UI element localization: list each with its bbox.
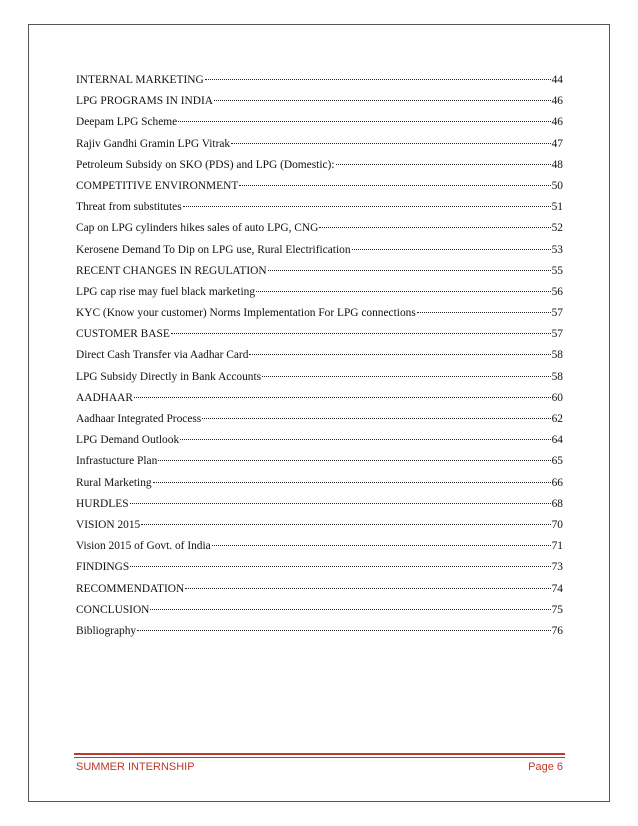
toc-entry[interactable]: [76, 261, 563, 282]
toc-entry[interactable]: [76, 515, 563, 536]
toc-dot-leader: [185, 588, 550, 589]
toc-entry[interactable]: [76, 473, 563, 494]
toc-entry-page: 60: [551, 391, 563, 404]
toc-dot-leader: [239, 185, 550, 186]
toc-entry-page: 46: [551, 95, 563, 108]
toc-entry-title: Cap on LPG cylinders hikes sales of auto LPG, CNG: [76, 222, 319, 235]
toc-entry-title: INTERNAL MARKETING: [76, 74, 204, 86]
toc-entry-page: 65: [551, 455, 563, 468]
toc-entry-title: Petroleum Subsidy on SKO (PDS) and LPG (Domestic):: [76, 158, 335, 171]
toc-entry[interactable]: [76, 70, 563, 91]
toc-entry-page: 75: [551, 603, 563, 616]
toc-dot-leader: [158, 460, 550, 461]
toc-entry[interactable]: [76, 282, 563, 303]
toc-entry-page: 56: [551, 285, 563, 298]
toc-entry[interactable]: [76, 621, 563, 642]
toc-dot-leader: [183, 206, 551, 207]
toc-entry-title: Rural Marketing: [76, 476, 152, 489]
toc-entry-title: Bibliography: [76, 624, 137, 637]
toc-dot-leader: [249, 354, 550, 355]
toc-entry-page: 76: [551, 624, 563, 637]
toc-entry-title: RECOMMENDATION: [76, 582, 185, 595]
toc-entry-title: Kerosene Demand To Dip on LPG use, Rural Electrification: [76, 243, 351, 256]
toc-entry-title: Vision 2015 of Govt. of India: [76, 540, 211, 553]
toc-entry-title: CONCLUSION: [76, 603, 150, 616]
footer-rule-thin: [74, 757, 565, 758]
toc-entry-title: Direct Cash Transfer via Aadhar Card: [76, 349, 249, 362]
toc-dot-leader: [180, 439, 550, 440]
toc-dot-leader: [130, 566, 550, 567]
toc-entry-title: LPG Subsidy Directly in Bank Accounts: [76, 370, 262, 383]
toc-entry-title: Infrastucture Plan: [76, 455, 158, 468]
toc-entry-title: Threat from substitutes: [76, 201, 182, 214]
toc-dot-leader: [268, 270, 551, 271]
toc-entry[interactable]: [76, 218, 563, 239]
toc-entry-title: AADHAAR: [76, 391, 133, 404]
toc-entry[interactable]: [76, 367, 563, 388]
toc-entry-title: VISION 2015: [76, 518, 141, 531]
toc-entry[interactable]: [76, 112, 563, 133]
toc-entry-page: 74: [551, 582, 563, 595]
toc-entry[interactable]: [76, 240, 563, 261]
toc-dot-leader: [202, 418, 550, 419]
toc-entry[interactable]: [76, 176, 563, 197]
toc-dot-leader: [178, 121, 550, 122]
toc-dot-leader: [319, 227, 550, 228]
toc-entry-page: 70: [551, 518, 563, 531]
toc-entry-page: 46: [551, 116, 563, 129]
toc-dot-leader: [231, 143, 550, 144]
toc-entry[interactable]: [76, 494, 563, 515]
toc-entry[interactable]: [76, 430, 563, 451]
toc-entry-title: RECENT CHANGES IN REGULATION: [76, 264, 267, 277]
toc-entry-page: 58: [551, 370, 563, 383]
toc-entry[interactable]: [76, 91, 563, 112]
toc-entry[interactable]: [76, 134, 563, 155]
toc-entry-title: HURDLES: [76, 497, 129, 510]
toc-entry-title: LPG PROGRAMS IN INDIA: [76, 95, 214, 108]
toc-entry[interactable]: [76, 345, 563, 366]
toc-dot-leader: [134, 397, 551, 398]
toc-entry-page: 51: [551, 201, 563, 214]
toc-entry-page: 48: [551, 158, 563, 171]
toc-entry-title: KYC (Know your customer) Norms Implementation For LPG connections: [76, 307, 416, 320]
toc-dot-leader: [150, 609, 550, 610]
toc-entry-title: Deepam LPG Scheme: [76, 116, 178, 129]
toc-entry-page: 47: [551, 137, 563, 150]
toc-dot-leader: [153, 482, 551, 483]
toc-entry-page: 64: [551, 434, 563, 447]
toc-dot-leader: [214, 100, 551, 101]
toc-entry-page: 66: [551, 476, 563, 489]
toc-entry[interactable]: [76, 324, 563, 345]
toc-entry[interactable]: [76, 155, 563, 176]
toc-dot-leader: [256, 291, 551, 292]
footer-page-number: Page 6: [528, 761, 563, 773]
toc-dot-leader: [212, 545, 551, 546]
toc-entry-page: 62: [551, 413, 563, 425]
toc-entry-page: 58: [551, 349, 563, 362]
toc-entry[interactable]: [76, 409, 563, 430]
toc-entry-page: 57: [551, 307, 563, 320]
toc-dot-leader: [352, 249, 551, 250]
toc-entry-page: 71: [551, 540, 563, 553]
toc-dot-leader: [336, 164, 551, 165]
toc-entry-page: 52: [551, 222, 563, 235]
toc-entry-title: LPG cap rise may fuel black marketing: [76, 285, 256, 298]
toc-dot-leader: [141, 524, 550, 525]
toc-dot-leader: [417, 312, 551, 313]
toc-entry[interactable]: [76, 388, 563, 409]
toc-dot-leader: [171, 333, 551, 334]
footer-title: SUMMER INTERNSHIP: [76, 761, 195, 773]
toc-entry[interactable]: [76, 303, 563, 324]
toc-entry-title: Aadhaar Integrated Process: [76, 413, 202, 425]
toc-entry[interactable]: [76, 579, 563, 600]
toc-entry-page: 73: [551, 561, 563, 574]
toc-entry[interactable]: [76, 197, 563, 218]
toc-entry-title: COMPETITIVE ENVIRONMENT: [76, 179, 239, 192]
toc-entry-title: LPG Demand Outlook: [76, 434, 180, 447]
toc-entry[interactable]: [76, 557, 563, 578]
toc-entry-title: FINDINGS: [76, 561, 130, 574]
toc-entry-page: 44: [551, 74, 563, 86]
table-of-contents: [76, 70, 563, 642]
toc-entry[interactable]: [76, 536, 563, 557]
toc-entry-title: Rajiv Gandhi Gramin LPG Vitrak: [76, 137, 231, 150]
footer-rule: [74, 753, 565, 755]
toc-entry[interactable]: [76, 600, 563, 621]
toc-entry-page: 68: [551, 497, 563, 510]
toc-entry-page: 57: [551, 328, 563, 341]
toc-entry[interactable]: [76, 451, 563, 472]
toc-dot-leader: [262, 376, 551, 377]
toc-entry-page: 55: [551, 264, 563, 277]
toc-entry-page: 50: [551, 179, 563, 192]
toc-entry-page: 53: [551, 243, 563, 256]
toc-dot-leader: [205, 79, 551, 80]
toc-entry-title: CUSTOMER BASE: [76, 328, 170, 341]
toc-dot-leader: [130, 503, 551, 504]
toc-dot-leader: [137, 630, 550, 631]
